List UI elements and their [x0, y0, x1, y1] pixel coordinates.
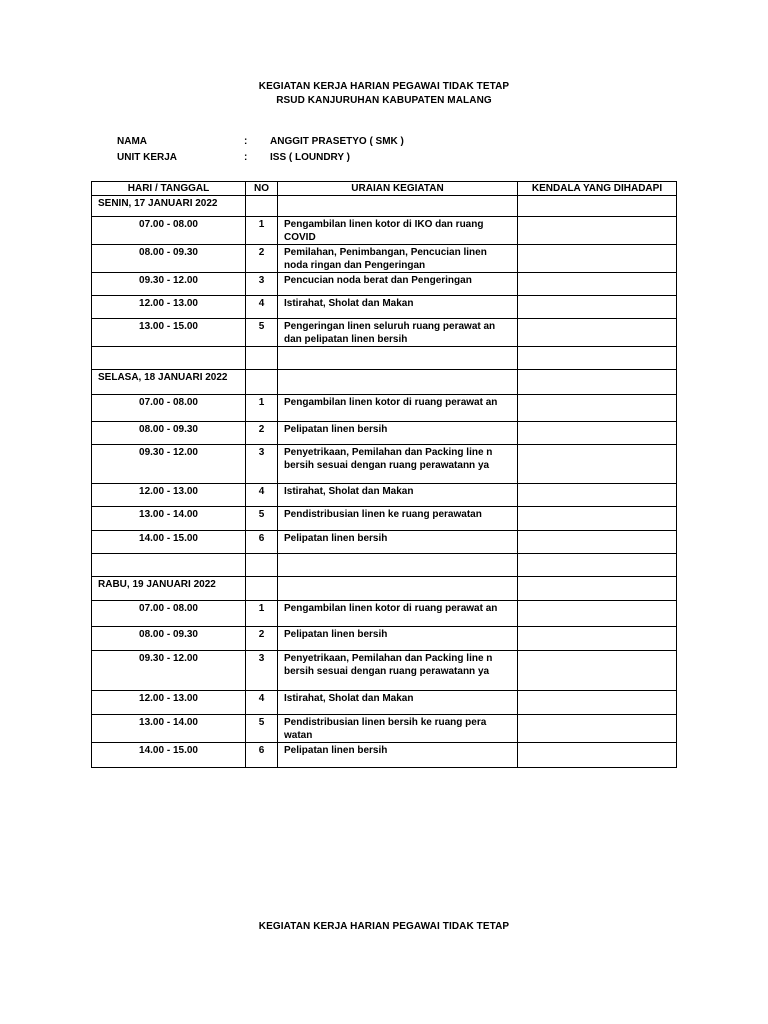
time-cell: 09.30 - 12.00 [92, 445, 246, 484]
table-row [92, 743, 677, 768]
no-cell: 3 [246, 445, 278, 484]
time-cell: 09.30 - 12.00 [92, 273, 246, 296]
table-row [92, 245, 677, 273]
kendala-cell [518, 484, 677, 507]
time-cell: 12.00 - 13.00 [92, 691, 246, 715]
day-row [92, 370, 677, 395]
kendala-cell [518, 445, 677, 484]
time-cell: 09.30 - 12.00 [92, 651, 246, 691]
empty-cell [518, 347, 677, 370]
description-cell: Istirahat, Sholat dan Makan [278, 484, 518, 507]
column-header-uraian-kegiatan: URAIAN KEGIATAN [278, 182, 518, 196]
activity-table [91, 181, 677, 768]
kendala-cell [518, 245, 677, 273]
no-cell: 4 [246, 484, 278, 507]
no-cell: 3 [246, 651, 278, 691]
no-cell: 4 [246, 691, 278, 715]
description-cell: Pendistribusian linen bersih ke ruang pera watan [278, 715, 518, 743]
description-cell: Pengeringan linen seluruh ruang perawat an dan pelipatan linen bersih [278, 319, 518, 347]
day-row [92, 196, 677, 217]
kendala-cell [518, 601, 677, 627]
no-cell [246, 577, 278, 601]
document-title-line2: RSUD KANJURUHAN KABUPATEN MALANG [276, 95, 492, 106]
table-row [92, 217, 677, 245]
blank-row [92, 347, 677, 370]
kendala-cell [518, 531, 677, 554]
description-cell [278, 370, 518, 395]
time-cell: 13.00 - 15.00 [92, 319, 246, 347]
empty-cell [278, 554, 518, 577]
column-header-kendala: KENDALA YANG DIHADAPI [518, 182, 677, 196]
day-label: SELASA, 18 JANUARI 2022 [92, 370, 246, 395]
kendala-cell [518, 196, 677, 217]
kendala-cell [518, 273, 677, 296]
time-cell: 07.00 - 08.00 [92, 217, 246, 245]
description-cell: Penyetrikaan, Pemilahan dan Packing line n bersih sesuai dengan ruang perawatann ya [278, 445, 518, 484]
no-cell: 2 [246, 627, 278, 651]
day-label: RABU, 19 JANUARI 2022 [92, 577, 246, 601]
kendala-cell [518, 691, 677, 715]
description-cell [278, 577, 518, 601]
description-cell: Pengambilan linen kotor di IKO dan ruang COVID [278, 217, 518, 245]
kendala-cell [518, 743, 677, 768]
table-row [92, 601, 677, 627]
info-sep-unit-kerja: : [244, 152, 248, 163]
table-row [92, 422, 677, 445]
no-cell: 6 [246, 743, 278, 768]
time-cell: 14.00 - 15.00 [92, 743, 246, 768]
no-cell: 5 [246, 715, 278, 743]
empty-cell [518, 554, 677, 577]
table-row [92, 715, 677, 743]
time-cell: 14.00 - 15.00 [92, 531, 246, 554]
table-row [92, 319, 677, 347]
activity-table-body [92, 196, 677, 768]
no-cell: 5 [246, 507, 278, 531]
no-cell: 1 [246, 217, 278, 245]
kendala-cell [518, 577, 677, 601]
description-cell: Pendistribusian linen ke ruang perawatan [278, 507, 518, 531]
description-cell: Pelipatan linen bersih [278, 627, 518, 651]
no-cell: 4 [246, 296, 278, 319]
info-value-unit-kerja: ISS ( LOUNDRY ) [270, 152, 351, 163]
kendala-cell [518, 319, 677, 347]
description-cell: Penyetrikaan, Pemilahan dan Packing line n bersih sesuai dengan ruang perawatann ya [278, 651, 518, 691]
day-row [92, 577, 677, 601]
description-cell: Pengambilan linen kotor di ruang perawat an [278, 601, 518, 627]
kendala-cell [518, 217, 677, 245]
description-cell: Pelipatan linen bersih [278, 422, 518, 445]
no-cell: 2 [246, 422, 278, 445]
table-row [92, 395, 677, 422]
no-cell: 3 [246, 273, 278, 296]
time-cell: 13.00 - 14.00 [92, 507, 246, 531]
kendala-cell [518, 395, 677, 422]
kendala-cell [518, 715, 677, 743]
time-cell: 07.00 - 08.00 [92, 601, 246, 627]
no-cell: 5 [246, 319, 278, 347]
column-header-hari-tanggal: HARI / TANGGAL [92, 182, 246, 196]
description-cell: Pelipatan linen bersih [278, 531, 518, 554]
time-cell: 08.00 - 09.30 [92, 422, 246, 445]
table-row [92, 296, 677, 319]
description-cell [278, 196, 518, 217]
no-cell: 2 [246, 245, 278, 273]
description-cell: Pencucian noda berat dan Pengeringan [278, 273, 518, 296]
info-value-nama: ANGGIT PRASETYO ( SMK ) [270, 136, 404, 147]
kendala-cell [518, 507, 677, 531]
kendala-cell [518, 370, 677, 395]
day-label: SENIN, 17 JANUARI 2022 [92, 196, 246, 217]
time-cell: 13.00 - 14.00 [92, 715, 246, 743]
time-cell: 08.00 - 09.30 [92, 245, 246, 273]
info-label-unit-kerja: UNIT KERJA [117, 152, 178, 163]
table-row [92, 691, 677, 715]
column-header-no: NO [246, 182, 278, 196]
table-row [92, 507, 677, 531]
document-title-line1: KEGIATAN KERJA HARIAN PEGAWAI TIDAK TETAP [258, 81, 510, 92]
table-row [92, 273, 677, 296]
description-cell: Istirahat, Sholat dan Makan [278, 296, 518, 319]
no-cell [246, 370, 278, 395]
table-row [92, 445, 677, 484]
kendala-cell [518, 627, 677, 651]
footer-title: KEGIATAN KERJA HARIAN PEGAWAI TIDAK TETAP [258, 921, 510, 932]
description-cell: Pelipatan linen bersih [278, 743, 518, 768]
empty-cell [246, 554, 278, 577]
table-row [92, 484, 677, 507]
no-cell [246, 196, 278, 217]
description-cell: Pemilahan, Penimbangan, Pencucian linen noda ringan dan Pengeringan [278, 245, 518, 273]
info-label-nama: NAMA [117, 136, 147, 147]
kendala-cell [518, 422, 677, 445]
empty-cell [246, 347, 278, 370]
table-header-row [92, 182, 677, 196]
info-sep-nama: : [244, 136, 248, 147]
empty-cell [278, 347, 518, 370]
no-cell: 1 [246, 395, 278, 422]
no-cell: 1 [246, 601, 278, 627]
description-cell: Pengambilan linen kotor di ruang perawat an [278, 395, 518, 422]
kendala-cell [518, 651, 677, 691]
table-row [92, 651, 677, 691]
time-cell: 12.00 - 13.00 [92, 296, 246, 319]
kendala-cell [518, 296, 677, 319]
table-row [92, 627, 677, 651]
table-row [92, 531, 677, 554]
blank-row [92, 554, 677, 577]
no-cell: 6 [246, 531, 278, 554]
time-cell: 07.00 - 08.00 [92, 395, 246, 422]
time-cell: 12.00 - 13.00 [92, 484, 246, 507]
time-cell: 08.00 - 09.30 [92, 627, 246, 651]
empty-cell [92, 347, 246, 370]
description-cell: Istirahat, Sholat dan Makan [278, 691, 518, 715]
empty-cell [92, 554, 246, 577]
